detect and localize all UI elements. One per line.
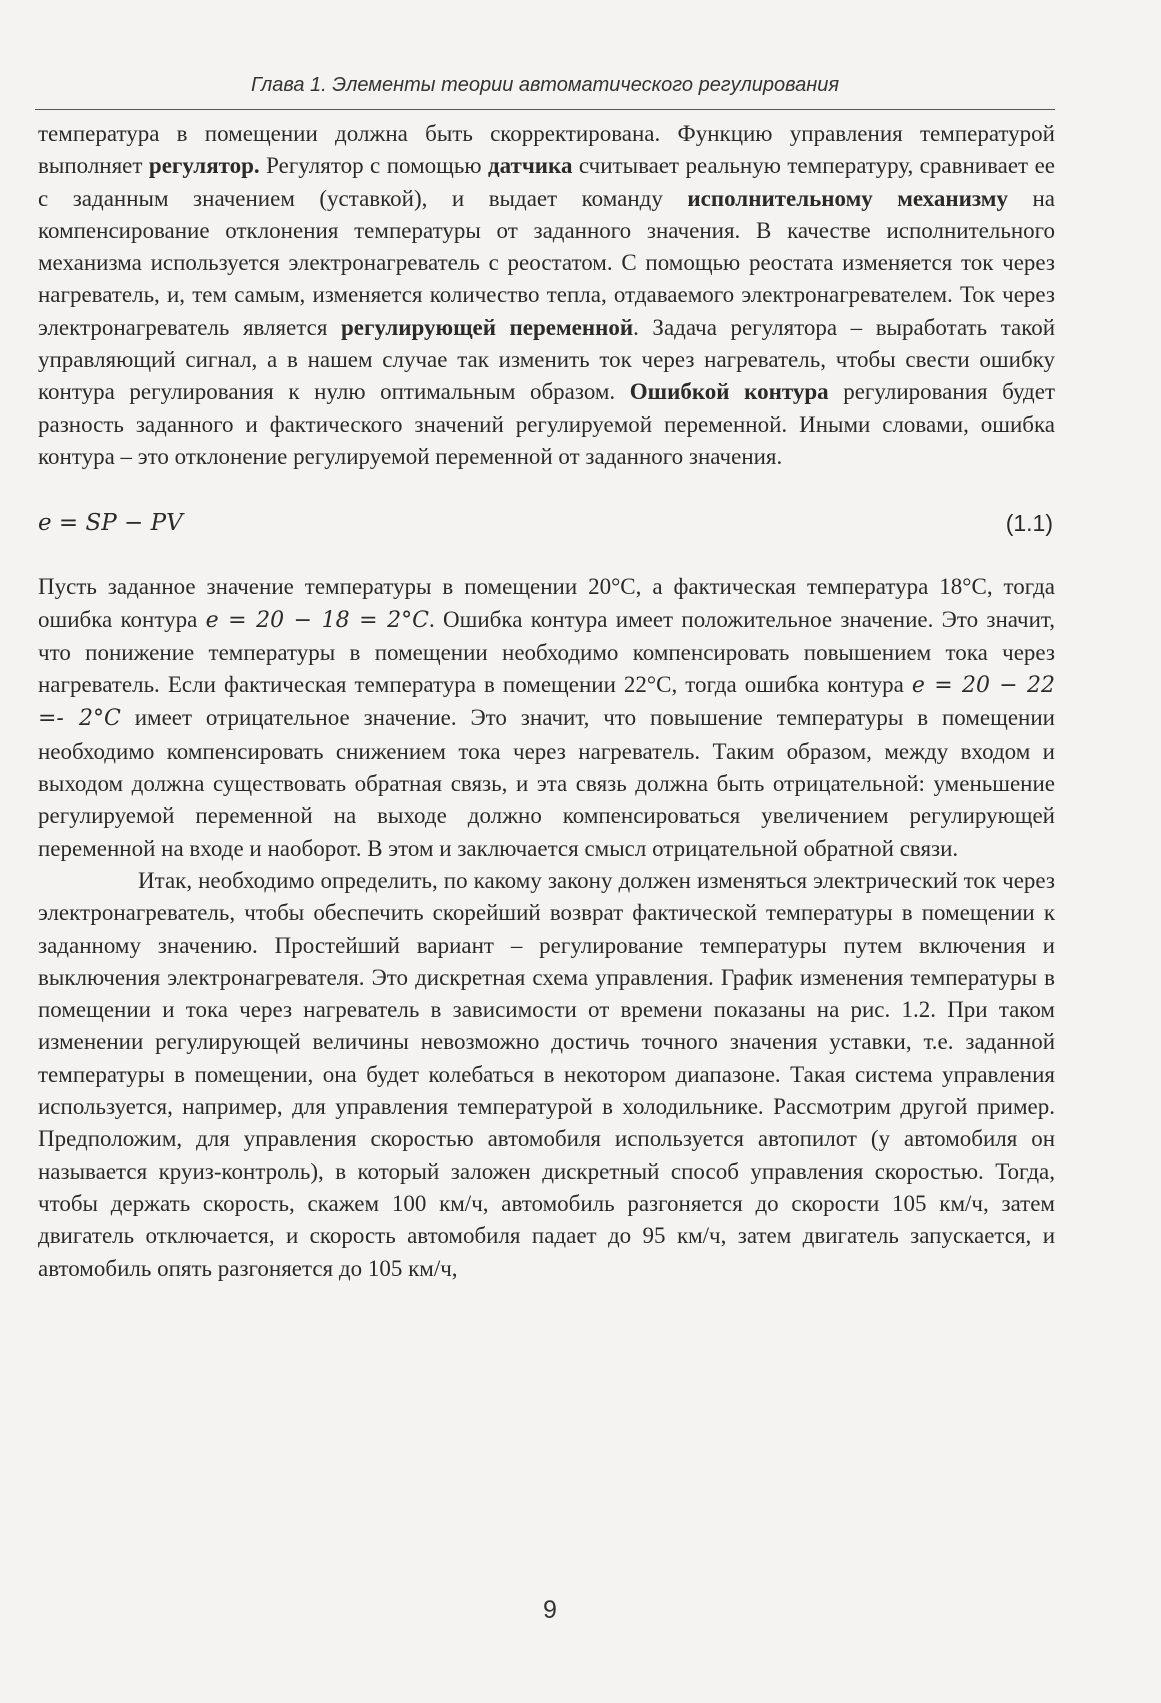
text-span: температура в помещении должна быть скорректирована. Функцию управления температурой выполняет xyxy=(38,121,1055,179)
text-span: считывает реальную температуру, сравнивает ее с заданным значением (уставкой), и выдает команду xyxy=(38,153,1055,211)
text-span: . Ошибка контура имеет положительное значение. Это значит, что понижение температуры в помещении необходимо компенсировать повышением тока через нагреватель. Если фактическая температура в помещении 22°С, тогда ошибка контура xyxy=(38,606,1056,698)
term-sensor: датчика xyxy=(488,153,573,179)
paragraph-3: Итак, необходимо определить, по какому закону должен изменяться электрический ток через электронагреватель, чтобы обеспечить скорейший возврат фактической температуры в помещении к заданному значению. Простейший вариант – регулирование температуры путем включения и выключения электронагревателя. Это дискретная схема управления. График изменения температуры в помещении и тока через нагреватель в зависимости от времени показаны на рис. 1.2. При таком изменении регулирующей величины невозможно достичь точного значения уставки, т.е. заданной температуры в помещении, она будет колебаться в некотором диапазоне. Такая система управления используется, например, для управления температурой в холодильнике. Рассмотрим другой пример. Предположим, для управления скоростью автомобиля используется автопилот (у автомобиля он называется круиз-контроль), в который заложен дискретный способ управления скоростью. Тогда, чтобы держать скорость, скажем 100 км/ч, автомобиль разгоняется до скорости 105 км/ч, затем двигатель отключается, и скорость автомобиля падает до 95 км/ч, затем двигатель запускается, и автомобиль опять разгоняется до 105 км/ч, xyxy=(38,867,1055,1281)
running-header: Глава 1. Элементы теории автоматического регулирования xyxy=(250,74,840,96)
equation-row xyxy=(38,473,1055,571)
equation-formula: e = SP − PV xyxy=(38,510,183,537)
text-span: Пусть заданное значение температуры в помещении 20°С, а фактическая температура 18°С, тогда ошибка контура xyxy=(38,574,1055,632)
text-span: на компенсирование отклонения температуры от заданного значения. В качестве исполнительного механизма используется электронагреватель с реостатом. С помощью реостата изменяется ток через нагреватель, и, тем самым, изменяется количество тепла, отдаваемого электронагревателем. Ток через электронагреватель является xyxy=(38,185,1055,340)
equation-number: (1.1) xyxy=(1005,510,1053,537)
inline-math: e = 20 − 18 = 2°C xyxy=(205,607,429,633)
text-span: имеет отрицательное значение. Это значит, что повышение температуры в помещении необходимо компенсировать снижением тока через нагреватель. Таким образом, между входом и выходом должна существовать обратная связь, и эта связь должна быть отрицательной: уменьшение регулируемой переменной на выходе должно компенсироваться увеличением регулирующей переменной на входе и наоборот. В этом и заключается смысл отрицательной обратной связи. xyxy=(38,705,1055,861)
header-rule xyxy=(35,109,1055,110)
page-number: 9 xyxy=(543,1596,557,1624)
term-loop-error: Ошибкой контура xyxy=(629,379,829,405)
paragraph-1 xyxy=(38,118,1055,473)
paragraph-2 xyxy=(38,571,1055,865)
term-regulator: регулятор. xyxy=(148,153,260,179)
text-span: регулирования будет разность заданного и фактического значений регулируемой переменной. Иными словами, ошибка контура – это отклонение регулируемой переменной от заданного значения. xyxy=(38,379,1056,469)
page-body xyxy=(38,118,1055,1285)
term-actuator: исполнительному механизму xyxy=(687,185,1008,211)
term-manipulated-variable: регулирующей переменной xyxy=(341,314,634,340)
text-span: . Задача регулятора – выработать такой управляющий сигнал, а в нашем случае так изменить ток через нагреватель, чтобы свести ошибку контура регулирования к нулю оптимальным образом. xyxy=(38,314,1056,405)
inline-math: e = 20 − 22 =- 2°C xyxy=(38,673,1055,732)
text-span: Регулятор с помощью xyxy=(259,153,488,179)
